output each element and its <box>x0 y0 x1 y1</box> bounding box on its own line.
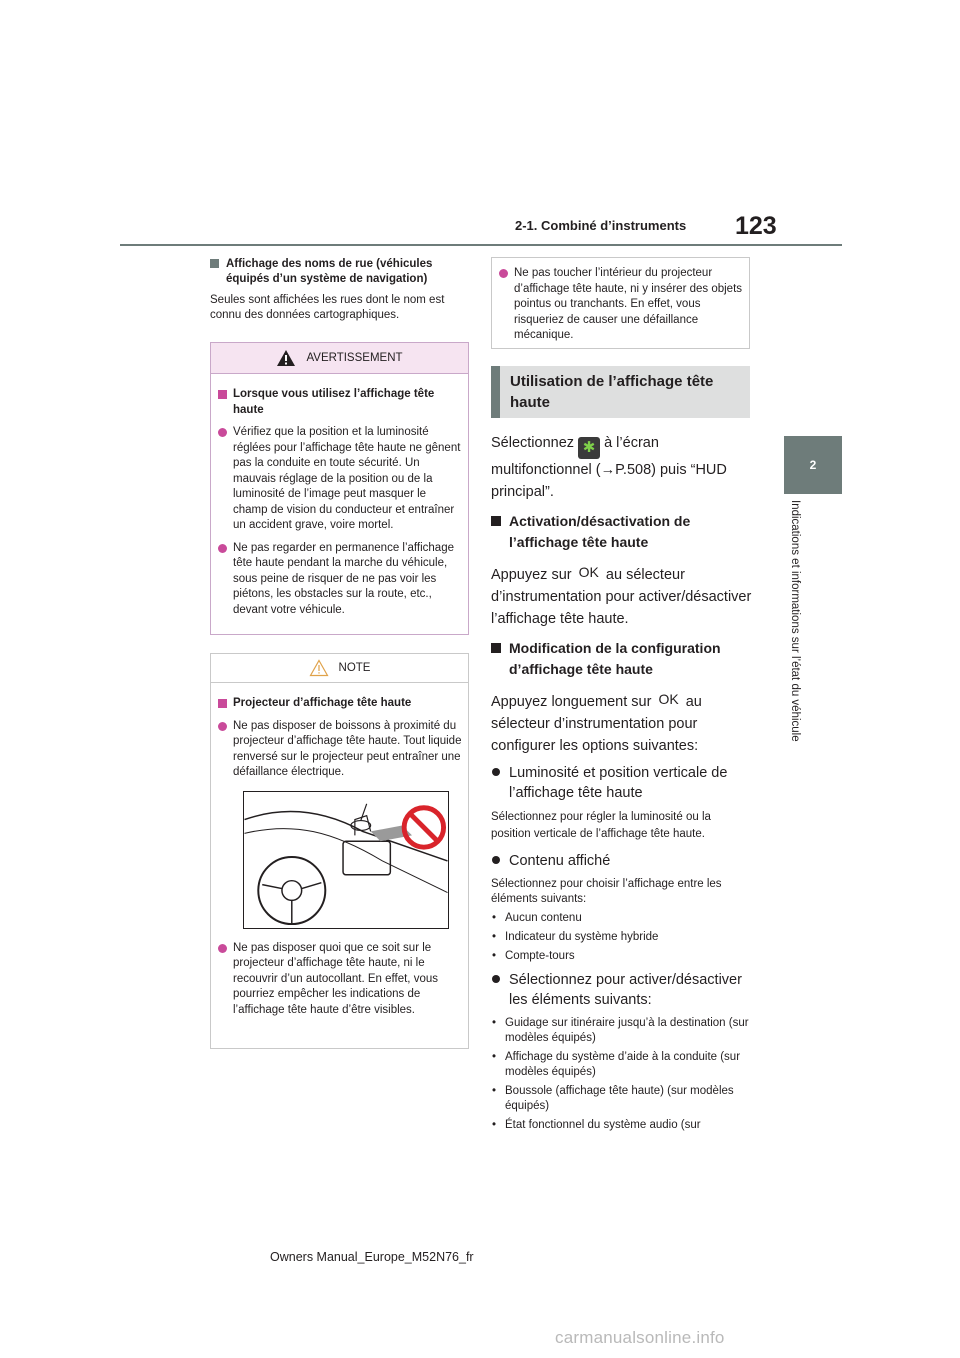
right-note-item: Ne pas toucher l’intérieur du projecteur d’affichage tête haute, ni y insérer des objets pointus ou tranchants. En effet, vous risqueriez de causer une défaillance mécanique. <box>498 266 743 344</box>
section-heading: Utilisation de l’affichage tête haute <box>491 366 750 418</box>
note-subheading: Projecteur d’affichage tête haute <box>217 696 462 712</box>
list-item: • Boussole (affichage tête haute) (sur modèles équipés) <box>491 1084 753 1114</box>
list-item: • Compte-tours <box>491 949 753 964</box>
list-item: • Affichage du système d’aide à la conduite (sur modèles équipés) <box>491 1050 753 1080</box>
right-note-box <box>491 257 750 349</box>
list-item: • Indicateur du système hybride <box>491 930 753 945</box>
configuration-heading: Modification de la configuration d’affichage tête haute <box>491 638 753 680</box>
note-box <box>210 653 469 1049</box>
option-content: Contenu affiché <box>491 851 753 871</box>
warning-header <box>211 343 468 374</box>
note-item: Ne pas disposer quoi que ce soit sur le projecteur d’affichage tête haute, ni le recouvrir d’un autocollant. En effet, vous pourriez empêcher les indications de l’affichage tête haute d’être visibles. <box>217 941 462 1019</box>
intro-text-a: Sélectionnez <box>491 435 575 451</box>
activation-text-a: Appuyez sur <box>491 567 572 583</box>
settings-gear-icon: ✱ <box>578 437 600 459</box>
section-title: 2-1. Combiné d’instruments <box>515 218 687 233</box>
chapter-number: 2 <box>809 458 817 472</box>
list-item: • Aucun contenu <box>491 911 753 926</box>
right-content <box>491 432 753 1133</box>
list-item: • Guidage sur itinéraire jusqu’à la destination (sur modèles équipés) <box>491 1016 753 1046</box>
ok-button-icon: OK <box>658 691 679 707</box>
ok-button-icon: OK <box>578 564 599 580</box>
chapter-tab <box>784 436 842 494</box>
dashboard-illustration <box>243 791 449 929</box>
configuration-paragraph <box>491 688 753 757</box>
chapter-title-text: Indications et informations sur l’état du véhicule <box>789 500 801 742</box>
list-item: • État fonctionnel du système audio (sur <box>491 1118 753 1133</box>
left-intro <box>210 257 468 323</box>
activation-paragraph <box>491 561 753 630</box>
warning-item: Ne pas regarder en permanence l’affichage tête haute pendant la marche du véhicule, sous peine de risquer de ne pas voir les piétons, les obstacles sur la route, etc., devant votre véhicule. <box>217 541 462 619</box>
street-names-heading: Affichage des noms de rue (véhicules équipés d’un système de navigation) <box>210 257 468 287</box>
activation-heading: Activation/désactivation de l’affichage tête haute <box>491 511 753 553</box>
page-number: 123 <box>735 212 777 240</box>
warning-item: Vérifiez que la position et la luminosité réglées pour l’affichage tête haute ne gênent pas la conduite en toute sécurité. Un mauvais réglage de la position ou de la luminosité de l’image peut masquer le champ de vision du conducteur et entraîner un accident grave, voire mortel. <box>217 425 462 534</box>
activation-text-b: au sélecteur d’instrumentation pour activer/désactiver l’affichage tête haute. <box>491 567 752 627</box>
footer-text: Owners Manual_Europe_M52N76_fr <box>270 1250 474 1264</box>
chapter-side-title <box>784 500 806 800</box>
watermark: carmanualsonline.info <box>555 1328 725 1347</box>
warning-subheading: Lorsque vous utilisez l’affichage tête haute <box>217 387 462 418</box>
option-brightness: Luminosité et position verticale de l’affichage tête haute <box>491 763 753 803</box>
note-item: Ne pas disposer de boissons à proximité du projecteur d’affichage tête haute. Tout liquide renversé sur le projecteur peut entraîner une défaillance électrique. <box>217 719 462 781</box>
configuration-text-a: Appuyez longuement sur <box>491 694 652 710</box>
option-brightness-desc: Sélectionnez pour régler la luminosité ou la position verticale de l’affichage tête haute. <box>491 811 711 840</box>
warning-triangle-icon <box>276 349 296 367</box>
header-rule <box>120 244 842 246</box>
note-label: NOTE <box>338 662 371 674</box>
option-content-desc: Sélectionnez pour choisir l’affichage entre les éléments suivants: <box>491 878 722 905</box>
option-toggle: Sélectionnez pour activer/désactiver les éléments suivants: <box>491 970 753 1010</box>
street-names-text: Seules sont affichées les rues dont le nom est connu des données cartographiques. <box>210 294 445 321</box>
warning-box <box>210 342 469 635</box>
intro-text-b: à l’écran multifonctionnel (→P.508) puis “HUD principal”. <box>491 435 727 500</box>
caution-triangle-icon <box>309 659 329 677</box>
intro-paragraph <box>491 432 753 503</box>
note-header <box>211 654 468 683</box>
warning-label: AVERTISSEMENT <box>306 352 403 364</box>
configuration-text-b: au sélecteur d’instrumentation pour configurer les options suivantes: <box>491 694 702 754</box>
